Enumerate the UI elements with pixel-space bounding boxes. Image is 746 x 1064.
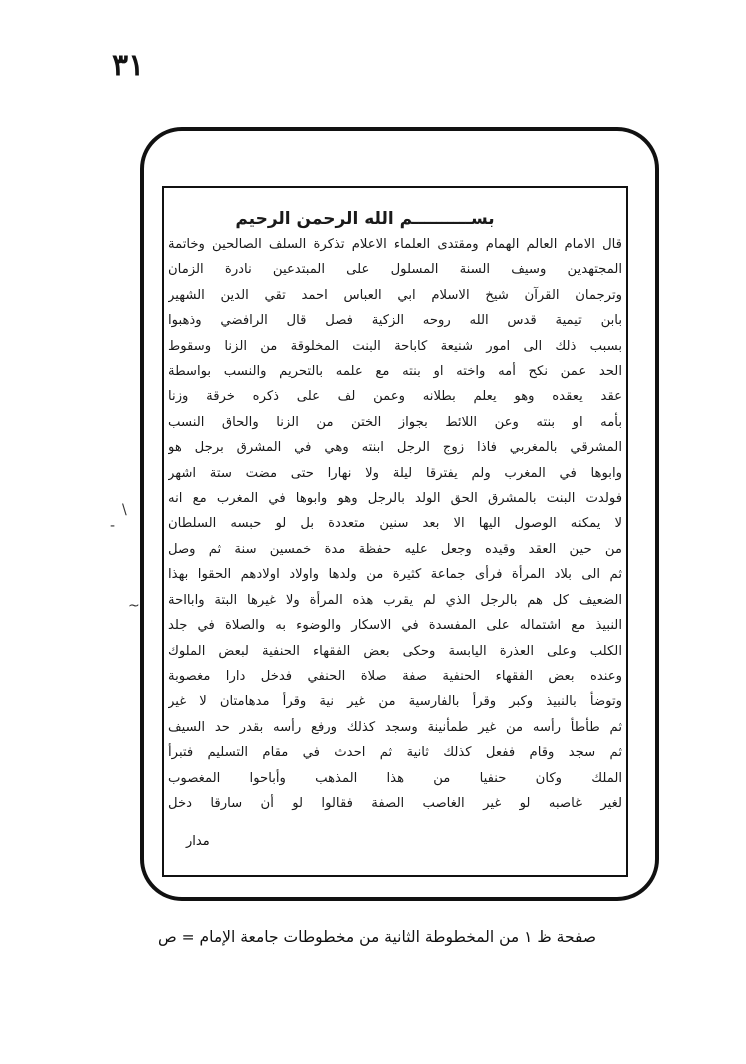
manuscript-line: ثم الى بلاد المرأة فرأى جماعة كثيرة من ولدها واولاد اولادهم الحقوا بهذا: [168, 567, 622, 583]
manuscript-line: بأمه او بنته وعن اللائط بجواز الختن من الزنا والحاق النسب: [168, 414, 622, 430]
manuscript-line: النبيذ مع اشتماله على المفسدة في الاسكار والوضوء به والصلاة في جلد: [168, 618, 622, 634]
manuscript-line: وترجمان القرآن شيخ الاسلام ابي العباس احمد تقي الدين الشهير: [168, 287, 622, 303]
manuscript-line: وابوها في المغرب ولم يفترقا ليلة ولا نهارا حتى مضت ستة اشهر: [168, 465, 622, 481]
manuscript-line: الكلب وعلى العذرة اليابسة وحكى بعض الفقهاء الحنفية لبعض الملوك: [168, 643, 622, 659]
manuscript-line: ثم سجد وقام ففعل كذلك ثانية ثم احدث في مقام التسليم فتبرأ: [168, 745, 622, 761]
manuscript-line: عقد يعقده وهو يعلم بطلانه وعمن لف على ذكره خرقة وزنا: [168, 389, 622, 405]
manuscript-line: بسبب ذلك الى امور شنيعة كاباحة البنت المخلوقة من الزنا وسقوط: [168, 338, 622, 354]
manuscript-line: قال الامام العالم الهمام ومقتدى العلماء الاعلام تذكرة السلف الصالحين وخاتمة: [168, 237, 622, 252]
manuscript-line: الحد عمن نكح أمه واخته او بنته مع علمه بالتحريم والنسب بواسطة: [168, 364, 622, 380]
manuscript-line: من حين العقد وقيده وجعل عليه حفظة مدة خمسين سنة ثم وصل: [168, 541, 622, 557]
manuscript-line: المجتهدين وسيف السنة المسلول على المبتدعين نادرة الزمان: [168, 262, 622, 278]
manuscript-line: لا يمكنه الوصول اليها الا بعد سنين متعددة بل لو حبسه السلطان: [168, 516, 622, 532]
manuscript-line: المشرقي بالمغربي فاذا زوج الرجل ابنته وهي في المشرق برجل هو: [168, 440, 622, 456]
manuscript-line: الملك وكان حنفيا من هذا المذهب وأباحوا المغصوب: [168, 770, 622, 786]
manuscript-line: الضعيف كل هم بالرجل الذي لم يقرب هذه المرأة ولا غيرها البتة وابااحة: [168, 592, 622, 608]
margin-mark: -: [110, 518, 116, 534]
manuscript-line: لغير غاصبه لو غير الغاصب الصفة فقالوا لو أن سارقا دخل: [168, 795, 622, 811]
manuscript-line: وعنده بعض الفقهاء الحنفية صفة صلاة الحنفي فدخل دارا مغصوبة: [168, 668, 622, 684]
manuscript-line: ثم طأطأ رأسه من غير طمأنينة وسجد كذلك ورفع رأسه بقدر حد السيف: [168, 719, 622, 735]
manuscript-line: فولدت البنت بالمشرق الحق الولد بالرجل وهو وابوها في المغرب مع انه: [168, 491, 622, 507]
basmala: بســــــــــم الله الرحمن الرحيم: [235, 209, 495, 229]
manuscript-text-block: [168, 206, 622, 816]
folio-note: مدار: [186, 834, 210, 849]
manuscript-lines: [168, 232, 622, 816]
margin-mark: \: [122, 502, 127, 518]
manuscript-line: وتوضأ بالنبيذ وكبر وقرأ بالفارسية من غير نية وقرأ مدهامتان لا غير: [168, 694, 622, 710]
manuscript-line: بابن تيمية قدس الله روحه الزكية فصل قال الرافضي وذهبوا: [168, 313, 622, 329]
page-number: ٣١: [112, 48, 145, 83]
margin-mark: ~: [128, 598, 140, 614]
page-caption: صفحة ظ ١ من المخطوطة الثانية من مخطوطات جامعة الإمام = ص: [157, 928, 596, 946]
